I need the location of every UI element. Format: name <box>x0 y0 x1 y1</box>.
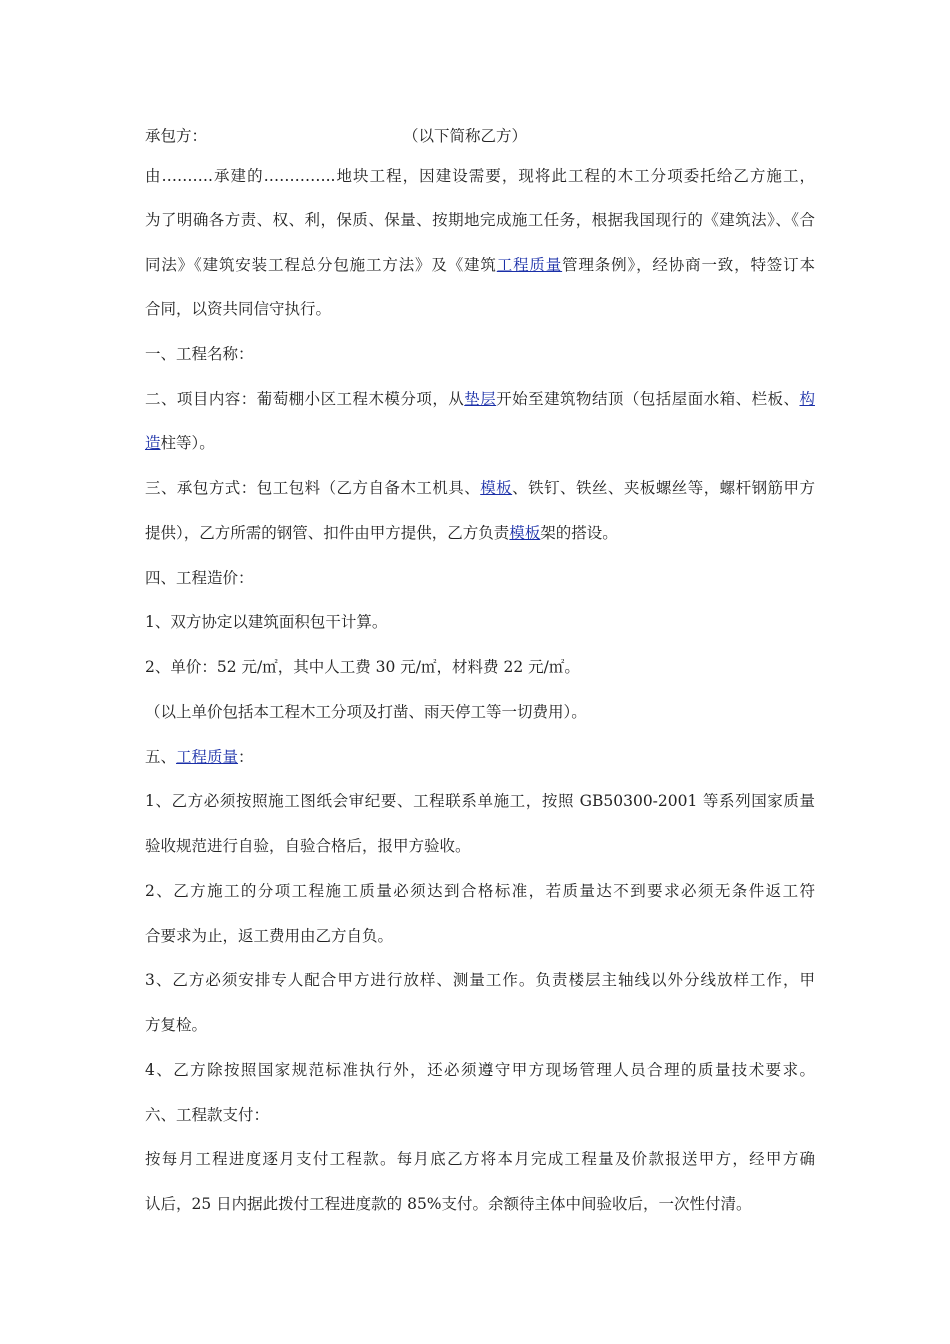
intro-line-4: 合同，以资共同信守执行。 <box>145 300 332 318</box>
intro-line-2: 为了明确各方责、权、利，保质、保量、按期地完成施工任务，根据我国现行的《建筑法》、《合 <box>145 211 815 229</box>
section-6-heading: 六、工程款支付： <box>145 1106 270 1124</box>
section-3-line-1: 三、承包方式：包工包料（乙方自备木工机具、模板、铁钉、铁丝、夹板螺丝等，螺杆钢筋甲方 <box>145 479 815 497</box>
link-formwork-2[interactable]: 模板 <box>509 524 541 542</box>
section-5-item-3-line-2: 方复检。 <box>145 1016 208 1034</box>
link-engineering-quality[interactable]: 工程质量 <box>496 256 563 274</box>
section-4-item-1: 1、双方协定以建筑面积包干计算。 <box>145 613 388 631</box>
section-4-note: （以上单价包括本工程木工分项及打凿、雨天停工等一切费用）。 <box>145 703 587 721</box>
link-structural-column[interactable]: 构 <box>799 390 815 408</box>
contractor-label: 承包方： <box>145 127 208 145</box>
section-6-line-1: 按每月工程进度逐月支付工程款。每月底乙方将本月完成工程量及价款报送甲方，经甲方确 <box>145 1150 815 1168</box>
contractor-line <box>145 124 815 148</box>
section-5-item-2-line-1: 2、乙方施工的分项工程施工质量必须达到合格标准，若质量达不到要求必须无条件返工符 <box>145 882 815 900</box>
section-5-item-2-line-2: 合要求为止，返工费用由乙方自负。 <box>145 927 394 945</box>
intro-line-1: 由……….承建的…………..地块工程，因建设需要，现将此工程的木工分项委托给乙方施工， <box>145 167 815 185</box>
section-2-line-1: 二、项目内容：葡萄棚小区工程木模分项，从垫层开始至建筑物结顶（包括屋面水箱、栏板、构 <box>145 390 815 408</box>
link-engineering-quality-heading[interactable]: 工程质量 <box>176 748 239 766</box>
section-5-heading: 五、工程质量： <box>145 748 254 766</box>
link-cushion-layer[interactable]: 垫层 <box>464 390 497 408</box>
contractor-note: （以下简称乙方） <box>403 127 528 145</box>
section-5-item-4: 4、乙方除按照国家规范标准执行外，还必须遵守甲方现场管理人员合理的质量技术要求。 <box>145 1061 815 1079</box>
section-3-line-2: 提供），乙方所需的钢管、扣件由甲方提供，乙方负责模板架的搭设。 <box>145 524 618 542</box>
section-5-item-3-line-1: 3、乙方必须安排专人配合甲方进行放样、测量工作。负责楼层主轴线以外分线放样工作，甲 <box>145 971 815 989</box>
section-1-heading: 一、工程名称： <box>145 345 254 363</box>
link-structural-column-cont[interactable]: 造 <box>145 434 161 452</box>
intro-line-3: 同法》《建筑安装工程总分包施工方法》及《建筑工程质量管理条例》，经协商一致，特签订本 <box>145 256 815 274</box>
section-6-line-2: 认后，25 日内据此拨付工程进度款的 85%支付。余额待主体中间验收后，一次性付清。 <box>145 1195 752 1213</box>
section-5-item-1-line-1: 1、乙方必须按照施工图纸会审纪要、工程联系单施工，按照 GB50300-2001 等系列国家质量 <box>145 792 815 810</box>
section-5-item-1-line-2: 验收规范进行自验，自验合格后，报甲方验收。 <box>145 837 471 855</box>
section-4-item-2: 2、单价：52 元/㎡，其中人工费 30 元/㎡，材料费 22 元/㎡。 <box>145 658 580 676</box>
section-4-heading: 四、工程造价： <box>145 569 254 587</box>
section-2-line-2: 造柱等）。 <box>145 434 215 452</box>
link-formwork[interactable]: 模板 <box>480 479 513 497</box>
